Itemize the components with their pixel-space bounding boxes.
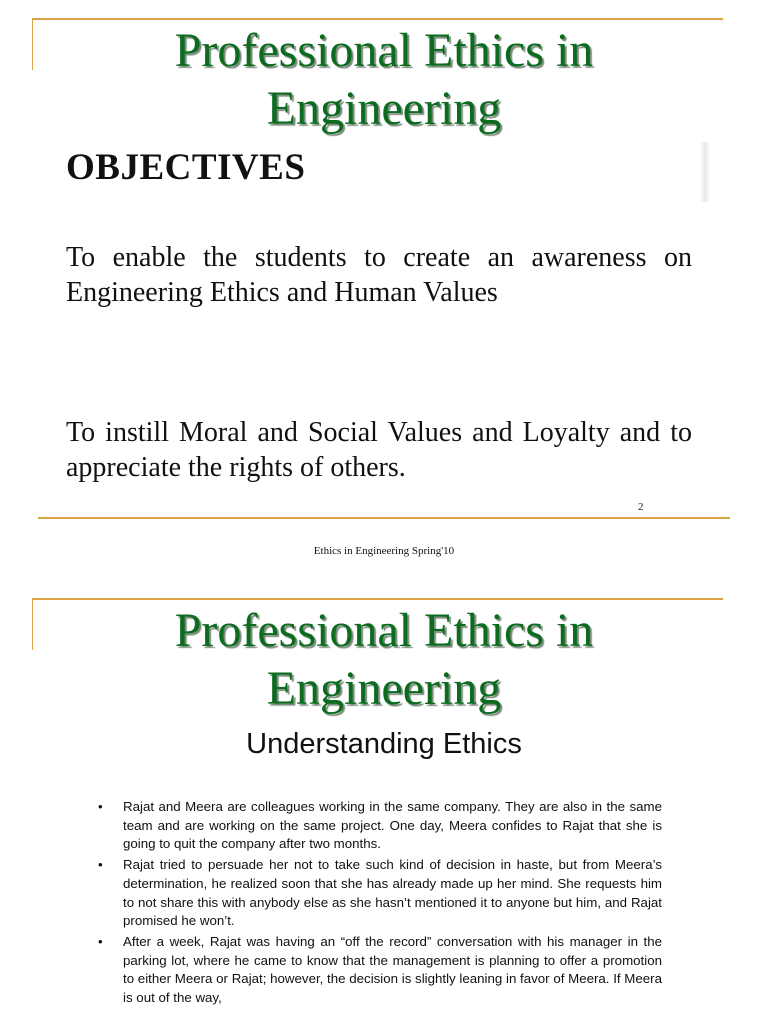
slide-top-rule [32, 18, 723, 20]
slide-top-rule [32, 598, 723, 600]
slide-title-line2: Engineering [266, 82, 502, 135]
slide-bottom-rule [38, 517, 730, 519]
list-item: • Rajat tried to persuade her not to take such kind of decision in haste, but from Meera’s determination, he realized soon that she has already made up her mind. She requests him to not share this with anybody else as she hasn’t mentioned it to anyone but him, and Rajat promised he won’t. [98, 857, 662, 929]
scan-edge-shade [700, 142, 710, 202]
objective-paragraph-1: To enable the students to create an awareness on Engineering Ethics and Human Values [66, 242, 692, 308]
bullet-icon: • [98, 799, 103, 814]
slide-title-line1: Professional Ethics in [174, 24, 594, 77]
slide-title-line1: Professional Ethics in [174, 604, 594, 657]
bullet-icon: • [98, 933, 103, 949]
case-bullet-list [98, 798, 662, 1010]
slide-title [0, 22, 768, 138]
slide-title [0, 602, 768, 718]
objectives-heading: OBJECTIVES [66, 147, 306, 188]
slide-footer: Ethics in Engineering Spring'10 [313, 545, 455, 557]
list-item: • Rajat and Meera are colleagues working in the same company. They are also in the same team and are working on the same project. One day, Meera confides to Rajat that she is going to quit the company after two months. [98, 799, 662, 852]
slide-title-line2: Engineering [266, 662, 502, 715]
page-number: 2 [638, 501, 644, 513]
bullet-icon: • [98, 857, 103, 873]
understanding-ethics-heading: Understanding Ethics [246, 728, 522, 760]
objective-paragraph-2: To instill Moral and Social Values and Loyalty and to appreciate the rights of others. [66, 417, 692, 483]
slide-understanding-ethics [0, 580, 768, 1024]
list-item: • After a week, Rajat was having an “off the record” conversation with his manager in the parking lot, where he came to know that the management is planning to offer a promotion to either Meera or Rajat; however, the decision is slightly leaning in favor of Meera. If Meera is out of the way, [98, 933, 662, 1006]
